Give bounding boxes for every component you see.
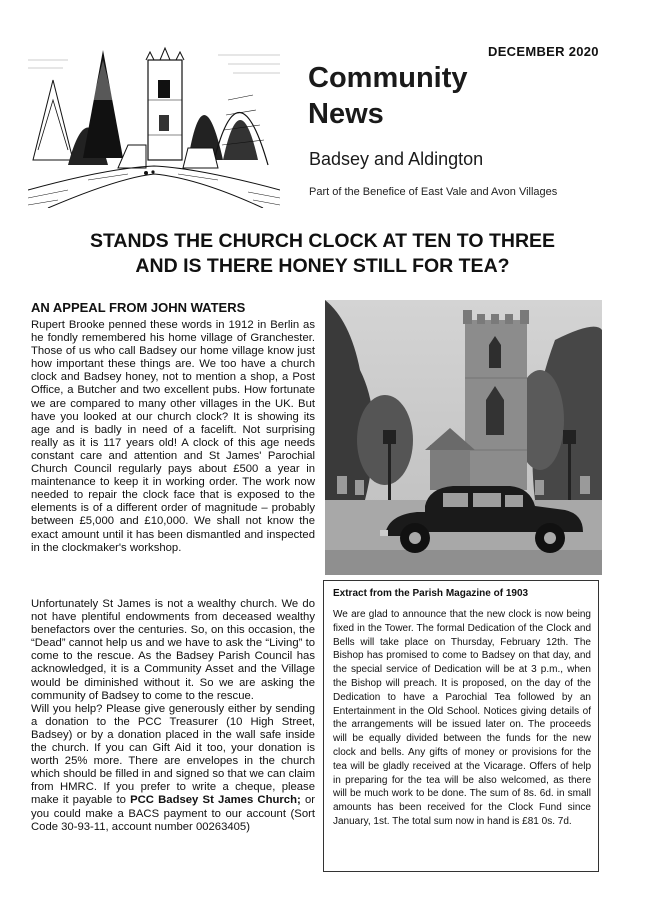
appeal-paragraph-1 [31,319,315,555]
village-church-sketch-icon [28,40,280,208]
newsletter-subtitle: Badsey and Aldington [309,149,484,169]
extract-text: We are glad to announce that the new clock is now being fixed in the Tower. The formal Dedication of the Clock and Bells will take place on Thursday, February 12th. The Bishop has promised to come to Badsey on that day, and the special service of Dedication will be at 3 p.m., when the Bishop will preach. It is proposed, on the day of the Dedication to have a Parochial Tea followed by an Entertainment in the Old School. Notices giving details of the arrangements will be issued later on. The proceeds will be equally divided between the funds for the new clock and bells. Any gifts of money or provisions for the tea will be gladly received at the Vicarage. Offers of help in preparing for the tea will be also welcomed, as there will be much work to be done. The sum of 8s. 6d. in small amounts has been received for the Clock Fund since January, 1st. The total sum now in hand is £81 0s. 7d. [333,609,591,827]
appeal-paragraph-2-text: Unfortunately St James is not a wealthy church. We do not have plentiful endowments from deceased wealthy benefactors over the centuries. So, on this occasion, the “Dead” cannot help us and we have to ask the “Living” to come to the rescue. As the Badsey Parish Council has acknowledged, it is a Community Asset and the Village would be diminished without it. So we are asking the community of Badsey to come to the rescue. [31,598,315,702]
benefice-line: Part of the Benefice of East Vale and Avon Villages [309,186,558,198]
newsletter-title: Community [308,62,468,94]
headline-line1: STANDS THE CHURCH CLOCK AT TEN TO THREE [89,230,556,252]
headline-line2: AND IS THERE HONEY STILL FOR TEA? [135,255,510,277]
appeal-paragraph-3 [31,703,315,834]
appeal-heading: AN APPEAL FROM JOHN WATERS [31,300,246,315]
payee-name: PCC Badsey St James Church; [130,794,301,807]
extract-title: Extract from the Parish Magazine of 1903 [333,588,529,599]
church-tower-vintage-car-photo-icon [325,300,602,575]
newsletter-title-line2: News [308,98,384,130]
issue-date: DECEMBER 2020 [488,44,599,59]
appeal-paragraph-3-start: Will you help? Please give generously either by sending a donation to the PCC Treasurer (10 High Street, Badsey) or by a donation placed in the wall safe inside the church. If you can Gift Aid it too, your donation is worth 25% more. There are envelopes in the church which should be filled in and signed so that we can claim from HMRC. If you prefer to write a cheque, please make it payable to [31,702,315,807]
main-headline [0,229,645,279]
extract-body [333,608,591,829]
appeal-paragraphs-2-3 [31,598,315,834]
appeal-paragraph-1-text: Rupert Brooke penned these words in 1912 in Berlin as he fondly remembered his home village of Granchester. Those of us who call Badsey our home village know just how important these things are. We too have a church clock and Badsey honey, not to mention a shop, a Post Office, a Butcher and two excellent pubs. How fortunate we are compared to many other villages in the UK. But have you looked at our church clock? It is showing its age and is badly in need of a facelift. Not surprising really as it is 117 years old! A clock of this age needs constant care and attention and St James' Parochial Church Council regularly pays about £500 a year in maintenance to keep it in working order. The work now needed to repair the clock face that is exposed to the elements is of a different order of magnitude – probably between £5,000 and £10,000. We shall not know the exact amount until it has been dismantled and inspected in the clockmaker's workshop. [31,319,315,554]
appeal-paragraph-3-end: or you could make a BACS payment to our account (Sort Code 30-93-11, account number 00263405) [31,794,316,833]
